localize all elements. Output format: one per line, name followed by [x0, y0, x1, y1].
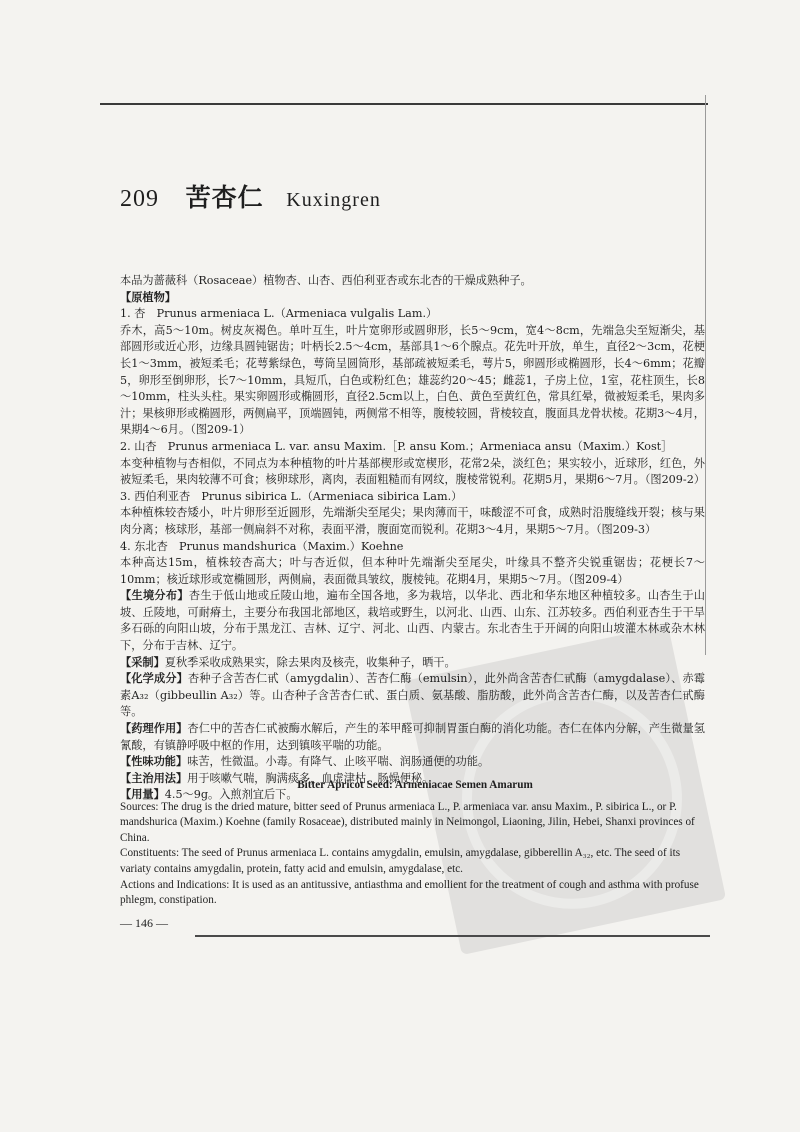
top-rule: [100, 103, 708, 105]
page-title: [120, 178, 381, 214]
section-habitat: [120, 588, 705, 654]
section-properties: [120, 754, 705, 771]
section-heading: 【原植物】: [120, 290, 176, 304]
section-heading: 【药理作用】: [120, 722, 188, 736]
english-constituents: Constituents: The seed of Prunus armeniaca L. contains amygdalin, emulsin, amygdalase, gibberellin A₃₂, etc. The seed of its variaty contains amygdalin, protein, fatty acid and emulsin, amygdalase, etc.: [120, 847, 681, 875]
section-text: 用于咳嗽气喘，胸满痰多，血虚津枯，肠燥便秘。: [187, 771, 434, 785]
species-description: 本种植株较杏矮小，叶片卵形至近圆形，先端渐尖至尾尖；果肉薄而干，味酸涩不可食，成熟时沿腹缝线开裂；核与果肉分离；核球形，基部一侧扁斜不对称，表面平滑，腹面宽而锐利。花期3～4月，果期5～7月。（图209-3）: [120, 506, 705, 536]
species-name: 2. 山杏 Prunus armeniaca L. var. ansu Maxim.［P. ansu Kom.；Armeniaca ansu（Maxim.）Kost］: [120, 439, 673, 453]
section-text: 杏仁中的苦杏仁甙被酶水解后，产生的苯甲醛可抑制胃蛋白酶的消化功能。杏仁在体内分解，产生微量氢氰酸，有镇静呼吸中枢的作用，达到镇咳平喘的功能。: [120, 722, 705, 752]
section-chemistry: [120, 671, 705, 721]
species-description: 乔木，高5～10m。树皮灰褐色。单叶互生，叶片宽卵形或圆卵形，长5～9cm，宽4～8cm，先端急尖至短渐尖，基部圆形或近心形，边缘具圆钝锯齿；叶柄长2.5～4cm，基部具1～6个腺点。花先叶开放，单生，直径2～3cm，花梗长1～3mm，被短柔毛；花萼紫绿色，萼筒呈圆筒形，基部疏被短柔毛，萼片5，卵圆形或椭圆形，长4～6mm；花瓣5，卵形至倒卵形，长7～10mm，具短爪，白色或粉红色；雄蕊约20～45；雌蕊1，子房上位，1室，花柱顶生，长8～10mm，柱头头柱。果实卵圆形或椭圆形，直径2.5cm以上，白色、黄色至黄红色，常具红晕，微被短柔毛，果肉多汁；果核卵形或椭圆形，两侧扁平，顶端圆钝，两侧常不相等，腹棱较圆，背棱较直，腹面具龙骨状棱。花期3～4月，果期4～6月。（图209-1）: [120, 323, 705, 437]
english-summary: [120, 778, 710, 909]
intro-paragraph: 本品为蔷薇科（Rosaceae）植物杏、山杏、西伯利亚杏或东北杏的干燥成熟种子。: [120, 274, 532, 287]
entry-number: 209: [120, 186, 159, 212]
right-margin-line: [705, 95, 706, 655]
english-actions: Actions and Indications: It is used as an antitussive, antiasthma and emollient for the treatment of cough and asthma with profuse phlegm, constipation.: [120, 878, 699, 907]
section-text: 杏生于低山地或丘陵山地，遍布全国各地，多为栽培，以华北、西北和华东地区种植较多。山杏生于山坡、丘陵地，可耐瘠土，主要分布我国北部地区，栽培或野生，以河北、山西、山东、江苏较多。西伯利亚杏生于干旱多石砾的向阳山坡，分布于黑龙江、吉林、辽宁、河北、山西、内蒙古。东北杏生于开阔的向阳山坡灌木林或杂木林下，分布于吉林、辽宁。: [120, 589, 705, 653]
section-heading: 【性味功能】: [120, 755, 188, 769]
species-description: 本种高达15m，植株较杏高大；叶与杏近似，但本种叶先端渐尖至尾尖，叶缘具不整齐尖锐重锯齿；花梗长7～10mm；核近球形或宽椭圆形，两侧扁，表面微具皱纹，腹棱钝。花期4月，果期5～7月。（图209-4）: [120, 556, 705, 586]
section-heading: 【生境分布】: [120, 589, 189, 603]
english-title: Bitter Apricot Seed: Armeniacae Semen Amarum: [297, 779, 533, 791]
english-sources: Sources: The drug is the dried mature, bitter seed of Prunus armeniaca L., P. armeniaca var. ansu Maxim., P. sibirica L., or P. mandshurica (Maxim.) Koehne (family Rosaceae), distributed mainly in Neimongol, Liaoning, Jilin, Hebei, Shanxi provinces of China.: [120, 800, 695, 844]
section-text: 杏种子含苦杏仁甙（amygdalin）、苦杏仁酶（emulsin），此外尚含苦杏仁甙酶（amygdalase）、赤霉素A₃₂（gibbeullin A₃₂）等。山杏种子含苦杏仁甙、蛋白质、氨基酸、脂肪酸，此外尚含苦杏仁酶，以及苦杏仁甙酶等。: [120, 672, 705, 719]
species-name: 4. 东北杏 Prunus mandshurica（Maxim.）Koehne: [120, 539, 404, 553]
section-collection: [120, 655, 705, 672]
species-name: 3. 西伯利亚杏 Prunus sibirica L.（Armeniaca sibirica Lam.）: [120, 489, 463, 503]
species-description: 本变种植物与杏相似，不同点为本种植物的叶片基部楔形或宽楔形，花常2朵，淡红色；果实较小，近球形，红色，外被短柔毛，果肉较薄不可食；核卵球形，离肉，表面粗糙而有网纹，腹棱常锐利。花期5月，果期6～7月。（图209-2）: [120, 456, 706, 487]
section-pharmacology: [120, 721, 705, 754]
section-heading: 【采制】: [120, 655, 165, 669]
chinese-body: [120, 273, 705, 804]
section-heading: 【主治用法】: [120, 771, 188, 785]
section-heading: 【化学成分】: [120, 672, 189, 686]
section-text: 4.5～9g。入煎剂宜后下。: [164, 788, 298, 802]
section-text: 味苦，性微温。小毒。有降气、止咳平喘、润肠通便的功能。: [187, 755, 490, 769]
bottom-rule: [195, 935, 710, 937]
section-heading: 【用量】: [120, 788, 165, 802]
page-number: — 146 —: [120, 916, 168, 930]
species-name: 1. 杏 Prunus armeniaca L.（Armeniaca vulgalis Lam.）: [120, 307, 438, 321]
title-chinese: 苦杏仁: [185, 183, 264, 212]
section-text: 夏秋季采收成熟果实，除去果肉及核壳，收集种子，晒干。: [164, 655, 456, 669]
title-pinyin: Kuxingren: [286, 189, 381, 211]
